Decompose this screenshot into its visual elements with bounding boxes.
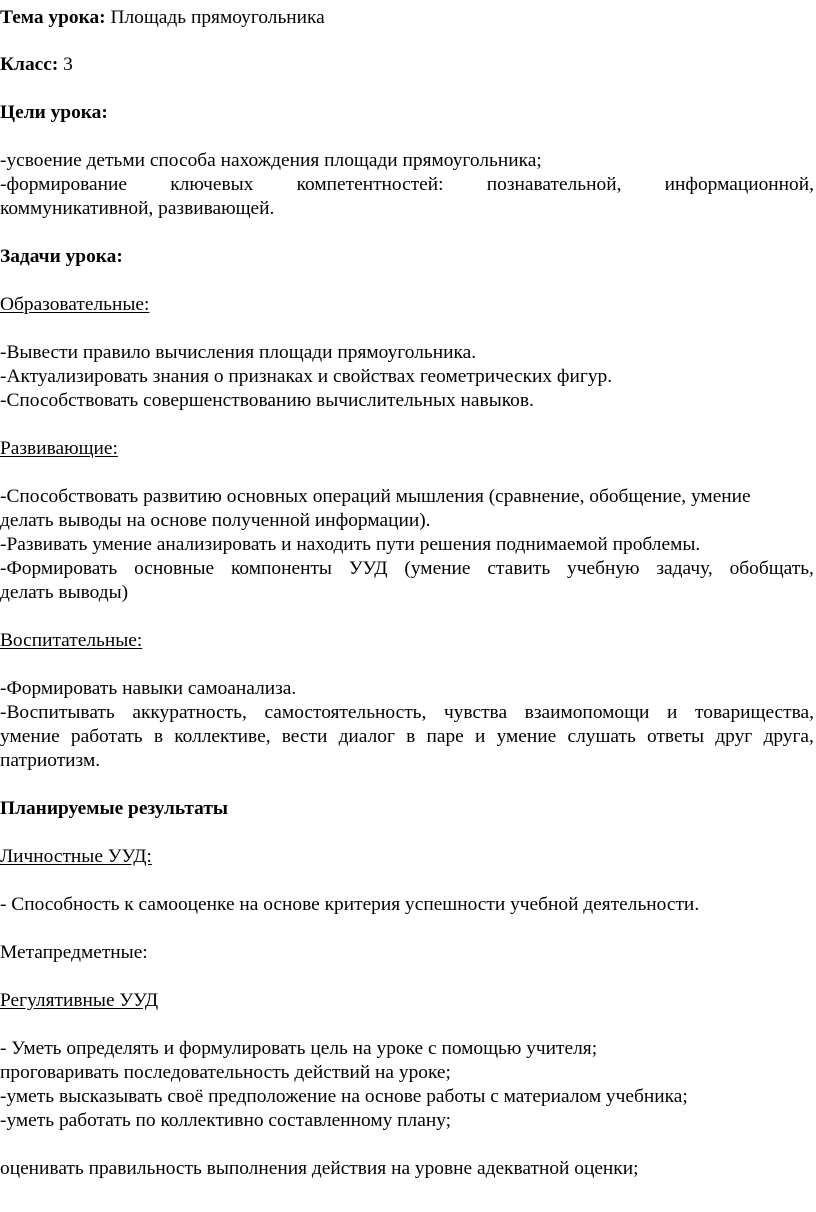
upbringing-line-3-word: вести — [281, 726, 328, 747]
results-title: Планируемые результаты — [0, 798, 229, 819]
upbringing-line-2 — [0, 703, 814, 722]
upbringing-line-3 — [0, 727, 814, 746]
developing-line-4-word: -Формировать — [0, 558, 118, 579]
upbringing-line-2-word: товарищества, — [695, 702, 814, 723]
developing-line-4-word: ставить — [487, 558, 551, 579]
goals-line-2-word: -формирование — [0, 174, 128, 195]
educational-item: -Актуализировать знания о признаках и свойствах геометрических фигур. — [0, 366, 613, 387]
grade-value: 3 — [58, 54, 73, 75]
regulative-uud-title: Регулятивные УУД — [0, 990, 159, 1011]
regulative-item: -уметь высказывать своё предположение на основе работы с материалом учебника; — [0, 1086, 688, 1107]
upbringing-line-2-word: и — [667, 702, 678, 723]
developing-line-4-word: УУД — [348, 558, 388, 579]
developing-line-4-word: учебную — [567, 558, 640, 579]
upbringing-line-3-word: и — [474, 726, 486, 747]
upbringing-line-3-word: ответы — [647, 726, 705, 747]
goals-line-1: -усвоение детьми способа нахождения площади прямоугольника; — [0, 150, 542, 171]
upbringing-line-1: -Формировать навыки самоанализа. — [0, 678, 297, 699]
topic-line — [0, 8, 325, 27]
topic-label: Тема урока: — [0, 7, 106, 28]
upbringing-line-3-word: в — [406, 726, 416, 747]
upbringing-line-2-word: чувства — [443, 702, 508, 723]
upbringing-title: Воспитательные: — [0, 630, 143, 651]
developing-title: Развивающие: — [0, 438, 118, 459]
developing-line-4-word: обобщать, — [729, 558, 814, 579]
goals-line-3: коммуникативной, развивающей. — [0, 198, 275, 219]
goals-line-2-word: компетентностей: — [296, 174, 444, 195]
educational-item: -Вывести правило вычисления площади прямоугольника. — [0, 342, 477, 363]
developing-line-2: делать выводы на основе полученной информации). — [0, 510, 431, 531]
goals-line-2-word: ключевых — [170, 174, 254, 195]
educational-item: -Способствовать совершенствованию вычислительных навыков. — [0, 390, 534, 411]
personal-uud-title: Личностные УУД: — [0, 846, 152, 867]
developing-line-3: -Развивать умение анализировать и находить пути решения поднимаемой проблемы. — [0, 534, 701, 555]
upbringing-line-2-word: самостоятельность, — [264, 702, 427, 723]
developing-line-5: делать выводы) — [0, 582, 129, 603]
grade-line — [0, 55, 73, 74]
upbringing-line-3-word: друга, — [763, 726, 814, 747]
upbringing-line-3-word: друг — [715, 726, 753, 747]
regulative-item: -уметь работать по коллективно составленному плану; — [0, 1110, 452, 1131]
educational-title: Образовательные: — [0, 294, 150, 315]
upbringing-line-4: патриотизм. — [0, 750, 101, 771]
developing-line-1: -Способствовать развитию основных операций мышления (сравнение, обобщение, умение — [0, 486, 751, 507]
upbringing-line-2-word: взаимопомощи — [524, 702, 650, 723]
goals-title: Цели урока: — [0, 102, 108, 123]
regulative-item: проговаривать последовательность действий на уроке; — [0, 1062, 451, 1083]
upbringing-line-3-word: паре — [426, 726, 464, 747]
personal-uud-item: - Способность к самооценке на основе критерия успешности учебной деятельности. — [0, 894, 700, 915]
goals-line-2-word: познавательной, — [486, 174, 622, 195]
developing-line-4-word: основные — [134, 558, 215, 579]
tasks-title: Задачи урока: — [0, 246, 123, 267]
upbringing-line-3-word: работать — [70, 726, 143, 747]
upbringing-line-2-word: -Воспитывать — [0, 702, 115, 723]
developing-line-4-word: задачу, — [656, 558, 713, 579]
upbringing-line-2-word: аккуратность, — [132, 702, 247, 723]
evaluation-line: оценивать правильность выполнения действия на уровне адекватной оценки; — [0, 1158, 639, 1179]
upbringing-line-3-word: умение — [0, 726, 60, 747]
upbringing-line-3-word: умение — [496, 726, 557, 747]
developing-line-4-word: (умение — [404, 558, 471, 579]
meta-subject-title: Метапредметные: — [0, 942, 148, 963]
upbringing-line-3-word: в — [153, 726, 163, 747]
goals-line-2-word: информационной, — [664, 174, 814, 195]
developing-line-4 — [0, 559, 814, 578]
upbringing-line-3-word: диалог — [338, 726, 395, 747]
upbringing-line-3-word: слушать — [567, 726, 636, 747]
grade-label: Класс: — [0, 54, 59, 75]
goals-line-2 — [0, 175, 814, 194]
regulative-item: - Уметь определять и формулировать цель на уроке с помощью учителя; — [0, 1038, 598, 1059]
developing-line-4-word: компоненты — [230, 558, 332, 579]
upbringing-line-3-word: коллективе, — [174, 726, 271, 747]
topic-value: Площадь прямоугольника — [105, 7, 325, 28]
